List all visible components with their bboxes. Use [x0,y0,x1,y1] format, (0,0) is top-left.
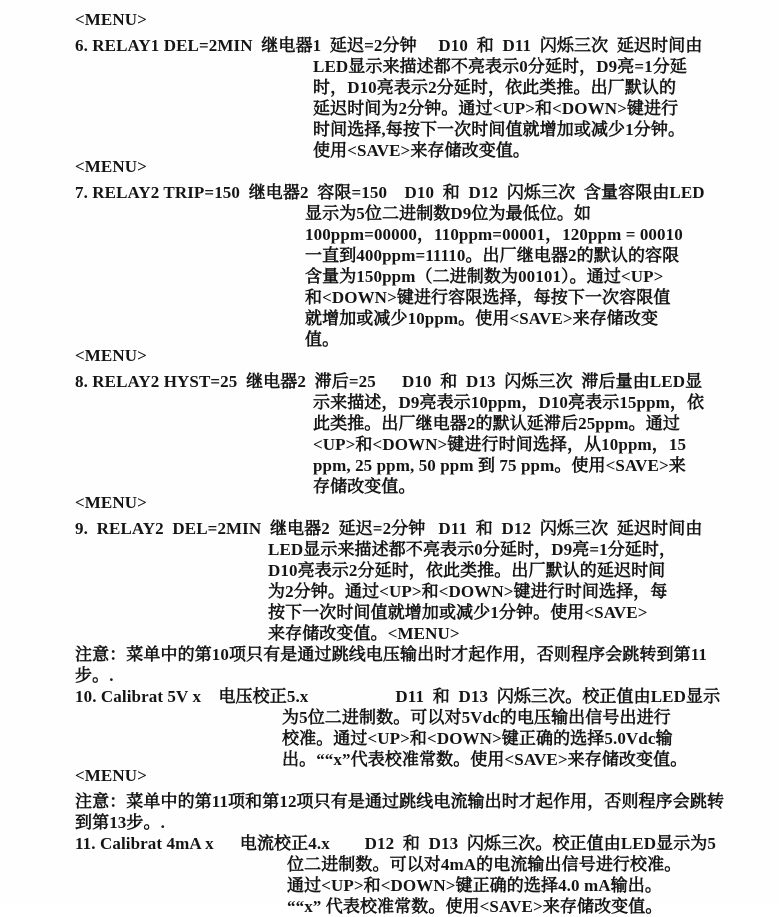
note-line: 注意：菜单中的第10项只有是通过跳线电压输出时才起作用，否则程序会跳转到第11 [75,645,707,664]
text-line: 一直到400ppm=11110。出厂继电器2的默认的容限 [305,246,680,265]
menu-tag: <MENU> [75,346,147,365]
text-line: 为2分钟。通过<UP>和<DOWN>键进行时间选择，每 [268,582,668,601]
text-line: 就增加或减少10ppm。使用<SAVE>来存储改变 [305,309,659,328]
item-header: 6. RELAY1 DEL=2MIN 继电器1 延迟=2分钟 D10 和 D11 闪烁三次 延迟时间由 [75,36,703,55]
menu-tag: <MENU> [75,157,147,176]
text-line: 使用<SAVE>来存储改变值。 [313,141,531,160]
text-line: 示来描述，D9亮表示10ppm，D10亮表示15ppm，依 [313,393,705,412]
text-line: 显示为5位二进制数D9位为最低位。如 [305,204,592,223]
text-line: 值。 [305,330,340,349]
text-line: 时间选择,每按下一次时间值就增加或减少1分钟。 [313,120,686,139]
note-line: 注意：菜单中的第11项和第12项只有是通过跳线电流输出时才起作用，否则程序会跳转 [75,792,725,811]
item-header: 7. RELAY2 TRIP=150 继电器2 容限=150 D10 和 D12 闪烁三次 含量容限由LED [75,183,705,202]
text-line: ““x” 代表校准常数。使用<SAVE>来存储改变值。 [287,897,663,916]
item-header: 8. RELAY2 HYST=25 继电器2 滞后=25 D10 和 D13 闪烁三次 滞后量由LED显 [75,372,703,391]
text-line: 此类推。出厂继电器2的默认延滞后25ppm。通过 [313,414,680,433]
text-line: 位二进制数。可以对4mA的电流输出信号进行校准。 [287,855,682,874]
text-line: 校准。通过<UP>和<DOWN>键正确的选择5.0Vdc输 [282,729,673,748]
text-line: 按下一次时间值就增加或减少1分钟。使用<SAVE> [268,603,648,622]
text-line: 存储改变值。 [313,477,416,496]
note-line: 步。. [75,666,114,685]
menu-tag: <MENU> [75,10,147,29]
text-line: 为5位二进制数。可以对5Vdc的电压输出信号出进行 [282,708,671,727]
text-line: 来存储改变值。<MENU> [268,624,460,643]
menu-tag: <MENU> [75,493,147,512]
text-line: LED显示来描述都不亮表示0分延时，D9亮=1分延 [313,57,687,76]
text-line: 含量为150ppm（二进制数为00101）。通过<UP> [305,267,664,286]
text-line: D10亮表示2分延时，依此类推。出厂默认的延迟时间 [268,561,666,580]
text-line: 时，D10亮表示2分延时，依此类推。出厂默认的 [313,78,677,97]
menu-tag: <MENU> [75,766,147,785]
text-line: 通过<UP>和<DOWN>键正确的选择4.0 mA输出。 [287,876,662,895]
text-line: <UP>和<DOWN>键进行时间选择，从10ppm，15 [313,435,687,454]
item-header: 10. Calibrat 5V x 电压校正5.x D11 和 D13 闪烁三次。校正值由LED显示 [75,687,721,706]
item-header: 11. Calibrat 4mA x 电流校正4.x D12 和 D13 闪烁三次。校正值由LED显示为5 [75,834,717,853]
text-line: ppm, 25 ppm, 50 ppm 到 75 ppm。使用<SAVE>来 [313,456,686,475]
text-line: LED显示来描述都不亮表示0分延时，D9亮=1分延时， [268,540,677,559]
text-line: 延迟时间为2分钟。通过<UP>和<DOWN>键进行 [313,99,679,118]
text-line: 出。““x”代表校准常数。使用<SAVE>来存储改变值。 [282,750,688,769]
item-header: 9. RELAY2 DEL=2MIN 继电器2 延迟=2分钟 D11 和 D12 闪烁三次 延迟时间由 [75,519,703,538]
text-line: 和<DOWN>键进行容限选择，每按下一次容限值 [305,288,671,307]
text-line: 100ppm=00000，110ppm=00001，120ppm = 00010 [305,225,683,244]
note-line: 到第13步。. [75,813,165,832]
